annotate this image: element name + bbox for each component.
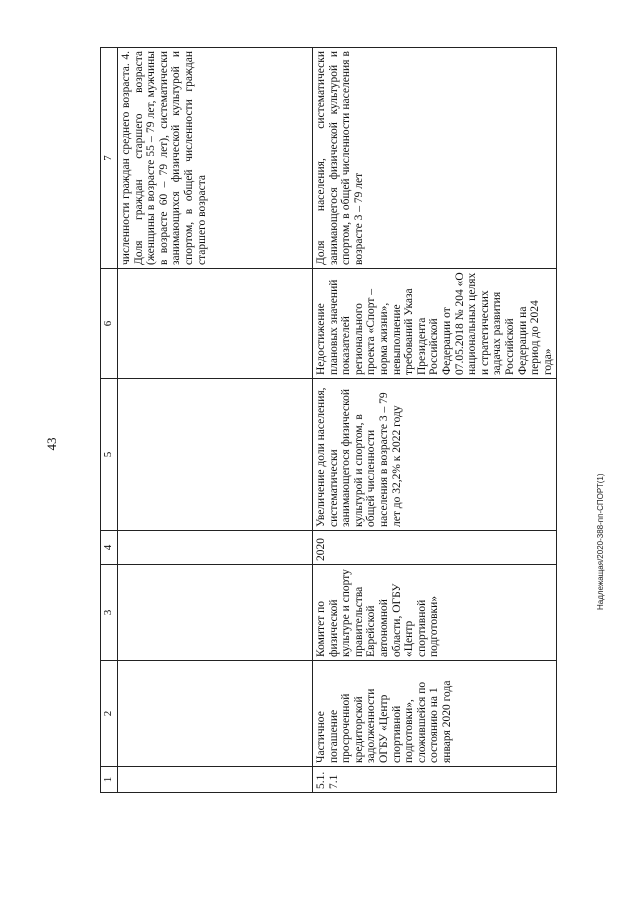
cell-year: 2020: [313, 531, 557, 565]
table-header-row: [101, 48, 118, 793]
cell-executor: Комитет по физической культуре и спорту правительства Еврейской автономной области, ОГБУ «Центр спортивной подготовки»: [313, 565, 557, 661]
col-header-2: 2: [101, 661, 118, 767]
cell-r1-c5: [118, 379, 313, 531]
page-number: 43: [44, 437, 59, 451]
cell-r1-c6: [118, 269, 313, 379]
col-header-4: 4: [101, 531, 118, 565]
cell-indicator: Доля населения, систематически занимающегося физической культурой и спортом, в общей численности населения в возрасте 3 – 79 лет: [313, 48, 557, 269]
table-area: [100, 48, 630, 793]
col-header-7: 7: [101, 48, 118, 269]
document-footer: Надлежащая/2020-388-пп-СПОРТ(1): [596, 473, 605, 610]
cell-r1-c1: [118, 767, 313, 793]
cell-item-number: 5.1.7.1: [313, 767, 557, 793]
cell-indicator-continued: численности граждан среднего возраста. 4. Доля граждан старшего возраста (женщины в возрасте 55 – 79 лет, мужчины в возрасте 60 – 79 лет), систематически занимающихся физической культурой и спортом, в общей численности граждан старшего возраста: [118, 48, 313, 269]
cell-r1-c2: [118, 661, 313, 767]
col-header-5: 5: [101, 379, 118, 531]
cell-measure: Частичное погашение просроченной кредиторской задолженности ОГБУ «Центр спортивной подготовки», сложившейся по состоянию на 1 января 2020 года: [313, 661, 557, 767]
cell-r1-c3: [118, 565, 313, 661]
cell-consequences: Недостижение плановых значений показателей регионального проекта «Спорт – норма жизни», невыполнение требований Указа Президента Российской Федерации от 07.05.2018 № 204 «О национальных целях и стратегических задачах развития Российской Федерации на период до 2024 года»: [313, 269, 557, 379]
table-row: [313, 48, 557, 793]
col-header-6: 6: [101, 269, 118, 379]
col-header-3: 3: [101, 565, 118, 661]
cell-r1-c4: [118, 531, 313, 565]
measures-table: [100, 47, 557, 793]
col-header-1: 1: [101, 767, 118, 793]
cell-expected-result: Увеличение доли населения, систематически занимающегося физической культурой и спортом, в общей численности населения в возрасте 3 – 79 лет до 32,2% к 2022 году: [313, 379, 557, 531]
table-row: [118, 48, 313, 793]
